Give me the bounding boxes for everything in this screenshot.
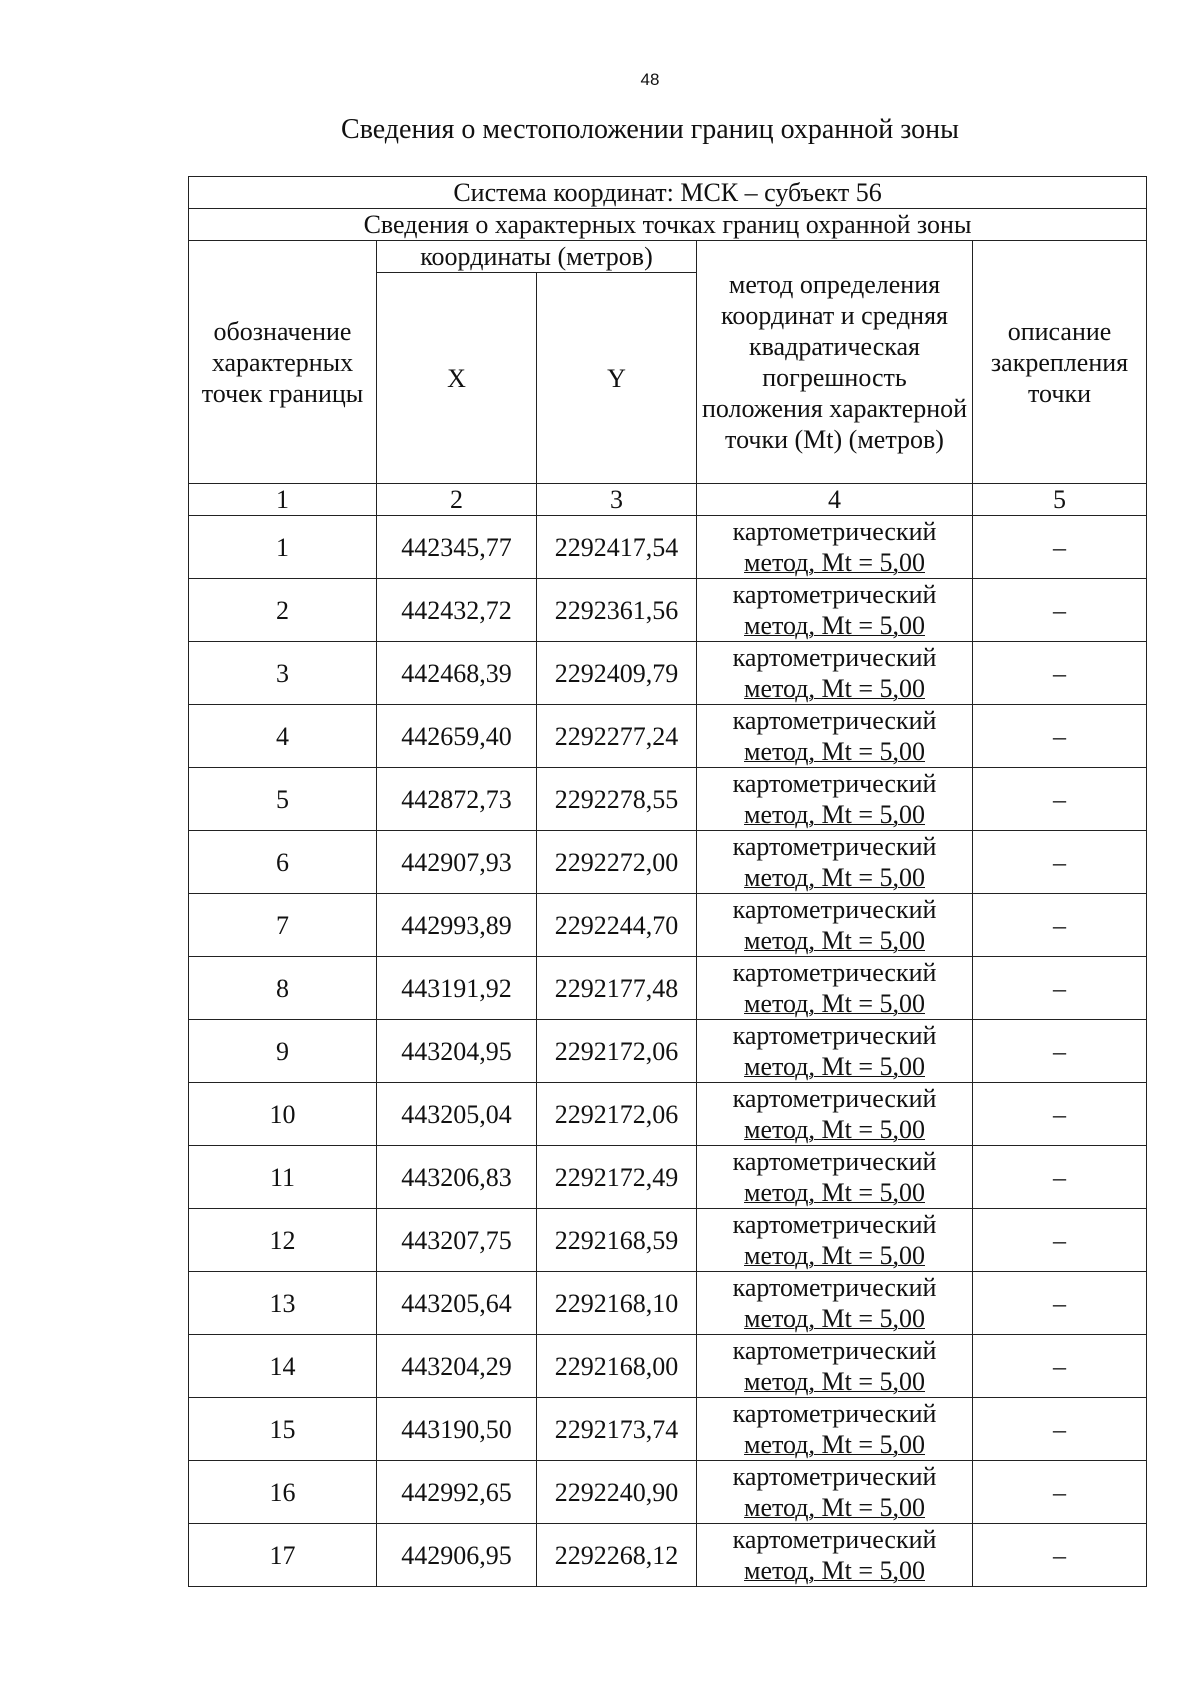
- method-line-2: метод, Mt = 5,00: [744, 800, 925, 829]
- method-line-1: картометрический: [732, 1084, 937, 1113]
- header-description: описание закрепления точки: [973, 241, 1147, 484]
- method-cell: [697, 1398, 973, 1461]
- x-coordinate-cell: 443190,50: [377, 1398, 537, 1461]
- y-coordinate-cell: 2292172,06: [537, 1020, 697, 1083]
- point-number-cell: 11: [189, 1146, 377, 1209]
- table-row: [189, 1083, 1147, 1146]
- description-cell: –: [973, 1083, 1147, 1146]
- method-line-2: метод, Mt = 5,00: [744, 548, 925, 577]
- x-coordinate-cell: 442659,40: [377, 705, 537, 768]
- table-row: [189, 1461, 1147, 1524]
- table-row: [189, 831, 1147, 894]
- point-number-cell: 17: [189, 1524, 377, 1587]
- method-line-2: метод, Mt = 5,00: [744, 1178, 925, 1207]
- method-line-2: метод, Mt = 5,00: [744, 737, 925, 766]
- method-cell: [697, 1083, 973, 1146]
- x-coordinate-cell: 442468,39: [377, 642, 537, 705]
- x-coordinate-cell: 443205,64: [377, 1272, 537, 1335]
- y-coordinate-cell: 2292417,54: [537, 516, 697, 579]
- method-line-2: метод, Mt = 5,00: [744, 1115, 925, 1144]
- method-line-2: метод, Mt = 5,00: [744, 926, 925, 955]
- x-coordinate-cell: 443204,95: [377, 1020, 537, 1083]
- column-number: 1: [189, 484, 377, 516]
- table-row: [189, 1335, 1147, 1398]
- method-line-2: метод, Mt = 5,00: [744, 1430, 925, 1459]
- method-line-1: картометрический: [732, 832, 937, 861]
- description-cell: –: [973, 1146, 1147, 1209]
- y-coordinate-cell: 2292278,55: [537, 768, 697, 831]
- column-number: 4: [697, 484, 973, 516]
- coordinate-system-cell: Система координат: МСК – субъект 56: [189, 177, 1147, 209]
- method-line-1: картометрический: [732, 1147, 937, 1176]
- point-number-cell: 9: [189, 1020, 377, 1083]
- x-coordinate-cell: 442872,73: [377, 768, 537, 831]
- point-number-cell: 13: [189, 1272, 377, 1335]
- method-line-1: картометрический: [732, 643, 937, 672]
- x-coordinate-cell: 443206,83: [377, 1146, 537, 1209]
- point-number-cell: 12: [189, 1209, 377, 1272]
- boundary-points-table: [188, 176, 1147, 1587]
- x-coordinate-cell: 442992,65: [377, 1461, 537, 1524]
- table-row: [189, 768, 1147, 831]
- y-coordinate-cell: 2292409,79: [537, 642, 697, 705]
- method-cell: [697, 957, 973, 1020]
- description-cell: –: [973, 1524, 1147, 1587]
- y-coordinate-cell: 2292168,00: [537, 1335, 697, 1398]
- x-coordinate-cell: 442907,93: [377, 831, 537, 894]
- method-cell: [697, 1209, 973, 1272]
- method-line-1: картометрический: [732, 1273, 937, 1302]
- method-line-2: метод, Mt = 5,00: [744, 1367, 925, 1396]
- method-cell: [697, 642, 973, 705]
- point-number-cell: 15: [189, 1398, 377, 1461]
- method-cell: [697, 894, 973, 957]
- x-coordinate-cell: 443205,04: [377, 1083, 537, 1146]
- y-coordinate-cell: 2292277,24: [537, 705, 697, 768]
- table-row: [189, 1209, 1147, 1272]
- method-line-2: метод, Mt = 5,00: [744, 1241, 925, 1270]
- y-coordinate-cell: 2292173,74: [537, 1398, 697, 1461]
- method-cell: [697, 1272, 973, 1335]
- method-line-1: картометрический: [732, 1462, 937, 1491]
- point-number-cell: 3: [189, 642, 377, 705]
- method-cell: [697, 1146, 973, 1209]
- point-number-cell: 16: [189, 1461, 377, 1524]
- method-cell: [697, 768, 973, 831]
- x-coordinate-cell: 442906,95: [377, 1524, 537, 1587]
- table-row: [189, 894, 1147, 957]
- table-row: [189, 957, 1147, 1020]
- method-line-1: картометрический: [732, 1336, 937, 1365]
- table-row: [189, 642, 1147, 705]
- description-cell: –: [973, 1209, 1147, 1272]
- description-cell: –: [973, 894, 1147, 957]
- point-number-cell: 1: [189, 516, 377, 579]
- column-number: 3: [537, 484, 697, 516]
- method-line-1: картометрический: [732, 1021, 937, 1050]
- point-number-cell: 4: [189, 705, 377, 768]
- method-line-2: метод, Mt = 5,00: [744, 989, 925, 1018]
- table-row: [189, 1524, 1147, 1587]
- method-line-2: метод, Mt = 5,00: [744, 1493, 925, 1522]
- point-number-cell: 10: [189, 1083, 377, 1146]
- y-coordinate-cell: 2292361,56: [537, 579, 697, 642]
- y-coordinate-cell: 2292172,49: [537, 1146, 697, 1209]
- method-cell: [697, 1335, 973, 1398]
- coordinate-system-row: [189, 177, 1147, 209]
- method-line-2: метод, Mt = 5,00: [744, 863, 925, 892]
- point-number-cell: 14: [189, 1335, 377, 1398]
- method-line-1: картометрический: [732, 706, 937, 735]
- page-number: 48: [640, 70, 660, 89]
- point-number-cell: 8: [189, 957, 377, 1020]
- method-line-1: картометрический: [732, 1210, 937, 1239]
- column-number: 2: [377, 484, 537, 516]
- method-line-1: картометрический: [732, 580, 937, 609]
- header-method: метод определения координат и средняя квадратическая погрешность положения характерной точки (Mt) (метров): [697, 241, 973, 484]
- description-cell: –: [973, 1398, 1147, 1461]
- document-title: Сведения о местоположении границ охранной зоны: [341, 114, 959, 145]
- method-line-1: картометрический: [732, 958, 937, 987]
- method-line-2: метод, Mt = 5,00: [744, 674, 925, 703]
- method-cell: [697, 579, 973, 642]
- table-row: [189, 1146, 1147, 1209]
- y-coordinate-cell: 2292172,06: [537, 1083, 697, 1146]
- x-coordinate-cell: 443207,75: [377, 1209, 537, 1272]
- description-cell: –: [973, 1461, 1147, 1524]
- x-coordinate-cell: 443204,29: [377, 1335, 537, 1398]
- column-header-row: [189, 241, 1147, 273]
- header-x: X: [377, 273, 537, 484]
- y-coordinate-cell: 2292240,90: [537, 1461, 697, 1524]
- method-line-2: метод, Mt = 5,00: [744, 1052, 925, 1081]
- y-coordinate-cell: 2292244,70: [537, 894, 697, 957]
- y-coordinate-cell: 2292272,00: [537, 831, 697, 894]
- method-line-1: картометрический: [732, 769, 937, 798]
- y-coordinate-cell: 2292177,48: [537, 957, 697, 1020]
- description-cell: –: [973, 516, 1147, 579]
- section-title-row: [189, 209, 1147, 241]
- table-row: [189, 1020, 1147, 1083]
- x-coordinate-cell: 442345,77: [377, 516, 537, 579]
- method-line-1: картометрический: [732, 517, 937, 546]
- description-cell: –: [973, 579, 1147, 642]
- point-number-cell: 2: [189, 579, 377, 642]
- x-coordinate-cell: 442432,72: [377, 579, 537, 642]
- table-row: [189, 705, 1147, 768]
- method-cell: [697, 1461, 973, 1524]
- description-cell: –: [973, 1272, 1147, 1335]
- method-line-1: картометрический: [732, 1399, 937, 1428]
- method-cell: [697, 831, 973, 894]
- description-cell: –: [973, 1335, 1147, 1398]
- method-line-2: метод, Mt = 5,00: [744, 611, 925, 640]
- y-coordinate-cell: 2292168,10: [537, 1272, 697, 1335]
- description-cell: –: [973, 957, 1147, 1020]
- x-coordinate-cell: 443191,92: [377, 957, 537, 1020]
- table-row: [189, 579, 1147, 642]
- method-line-1: картометрический: [732, 1525, 937, 1554]
- method-cell: [697, 1020, 973, 1083]
- method-cell: [697, 516, 973, 579]
- method-line-2: метод, Mt = 5,00: [744, 1556, 925, 1585]
- method-cell: [697, 1524, 973, 1587]
- section-title-cell: Сведения о характерных точках границ охранной зоны: [189, 209, 1147, 241]
- description-cell: –: [973, 768, 1147, 831]
- point-number-cell: 5: [189, 768, 377, 831]
- table-row: [189, 1272, 1147, 1335]
- y-coordinate-cell: 2292168,59: [537, 1209, 697, 1272]
- method-line-1: картометрический: [732, 895, 937, 924]
- description-cell: –: [973, 1020, 1147, 1083]
- method-line-2: метод, Mt = 5,00: [744, 1304, 925, 1333]
- method-cell: [697, 705, 973, 768]
- description-cell: –: [973, 705, 1147, 768]
- description-cell: –: [973, 831, 1147, 894]
- description-cell: –: [973, 642, 1147, 705]
- y-coordinate-cell: 2292268,12: [537, 1524, 697, 1587]
- point-number-cell: 6: [189, 831, 377, 894]
- header-y: Y: [537, 273, 697, 484]
- header-coordinates: координаты (метров): [377, 241, 697, 273]
- x-coordinate-cell: 442993,89: [377, 894, 537, 957]
- point-number-cell: 7: [189, 894, 377, 957]
- column-number: 5: [973, 484, 1147, 516]
- header-designation: обозначение характерных точек границы: [189, 241, 377, 484]
- table-row: [189, 1398, 1147, 1461]
- column-number-row: [189, 484, 1147, 516]
- table-row: [189, 516, 1147, 579]
